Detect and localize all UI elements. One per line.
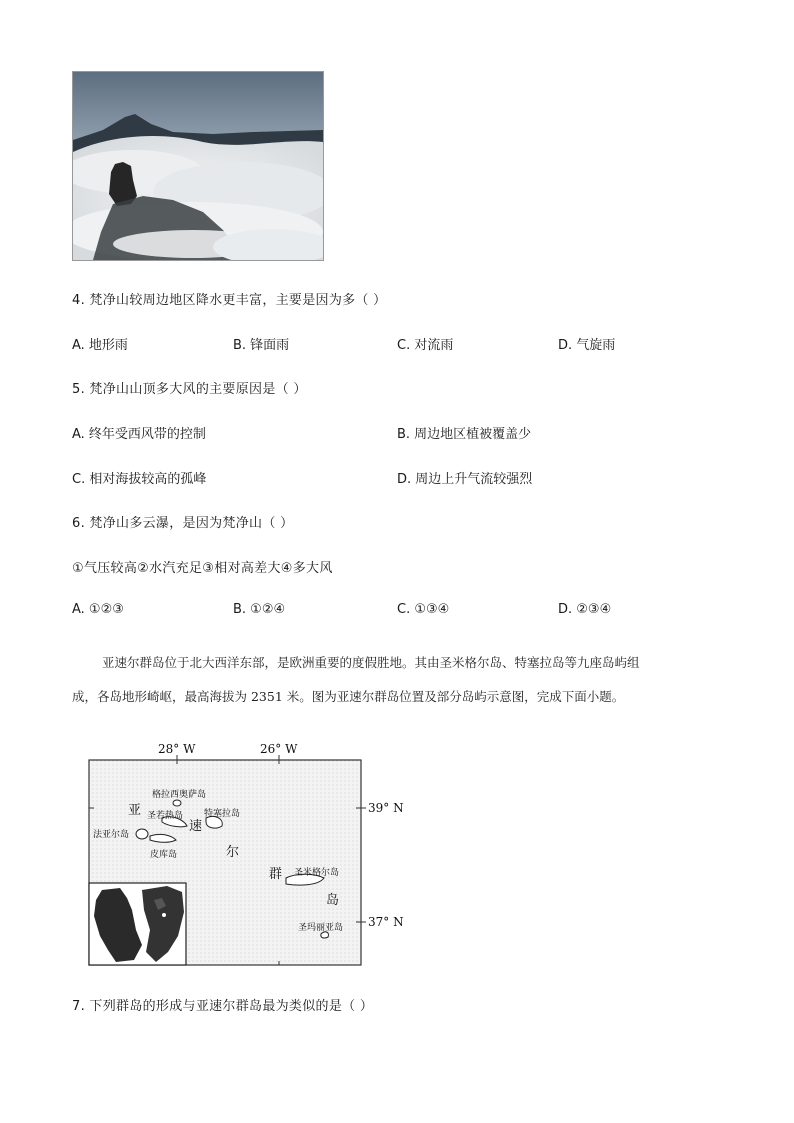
passage-line-2: 成，各岛地形崎岖，最高海拔为 2351 米。图为亚速尔群岛位置及部分岛屿示意图，完成下面小题。	[72, 689, 625, 704]
q6-option-c: C. ①③④	[397, 602, 450, 617]
mountain-cloud-photo	[72, 71, 324, 261]
q6-option-a: A. ①②③	[72, 602, 124, 617]
label-terceira: 特塞拉岛	[204, 809, 241, 819]
q5-option-c: C. 相对海拔较高的孤峰	[72, 472, 207, 487]
q4-option-c: C. 对流雨	[397, 338, 454, 353]
q6-option-b: B. ①②④	[233, 602, 286, 617]
q5-option-a: A. 终年受西风带的控制	[72, 427, 206, 442]
q6-statements: ①气压较高②水汽充足③相对高差大④多大风	[72, 561, 333, 576]
lon-label-26w: 26° W	[260, 742, 298, 756]
label-pico: 皮库岛	[150, 850, 178, 860]
q4-option-a: A. 地形雨	[72, 338, 128, 353]
group-char-3: 尔	[226, 845, 240, 860]
azores-map	[72, 740, 412, 968]
lat-label-39n: 39° N	[368, 801, 404, 815]
lat-label-37n: 37° N	[368, 915, 404, 929]
label-santa-maria: 圣玛丽亚岛	[298, 923, 344, 933]
q5-option-d: D. 周边上升气流较强烈	[397, 472, 533, 487]
group-char-2: 速	[189, 819, 203, 834]
group-char-5: 岛	[326, 893, 340, 908]
q4-stem: 4. 梵净山较周边地区降水更丰富，主要是因为多（ ）	[72, 293, 387, 308]
passage	[72, 646, 722, 714]
q5-option-b: B. 周边地区植被覆盖少	[397, 427, 532, 442]
q4-option-b: B. 锋面雨	[233, 338, 290, 353]
island-faial	[136, 829, 148, 839]
lon-label-28w: 28° W	[158, 742, 196, 756]
label-graciosa: 格拉西奥萨岛	[152, 790, 207, 800]
q5-stem: 5. 梵净山山顶多大风的主要原因是（ ）	[72, 382, 307, 397]
inset-map	[89, 883, 186, 965]
q7-stem: 7. 下列群岛的形成与亚速尔群岛最为类似的是（ ）	[72, 999, 374, 1014]
q6-stem: 6. 梵净山多云瀑，是因为梵净山（ ）	[72, 516, 294, 531]
island-graciosa	[173, 800, 181, 806]
q4-option-d: D. 气旋雨	[558, 338, 616, 353]
label-faial: 法亚尔岛	[93, 830, 130, 840]
label-sao-miguel: 圣米格尔岛	[294, 868, 340, 878]
group-char-4: 群	[269, 867, 283, 882]
passage-line-1: 亚速尔群岛位于北大西洋东部，是欧洲重要的度假胜地。其由圣米格尔岛、特塞拉岛等九座岛屿组	[102, 655, 640, 670]
q6-option-d: D. ②③④	[558, 602, 612, 617]
group-char-1: 亚	[128, 803, 142, 818]
label-sao-jorge: 圣若热岛	[147, 811, 184, 821]
